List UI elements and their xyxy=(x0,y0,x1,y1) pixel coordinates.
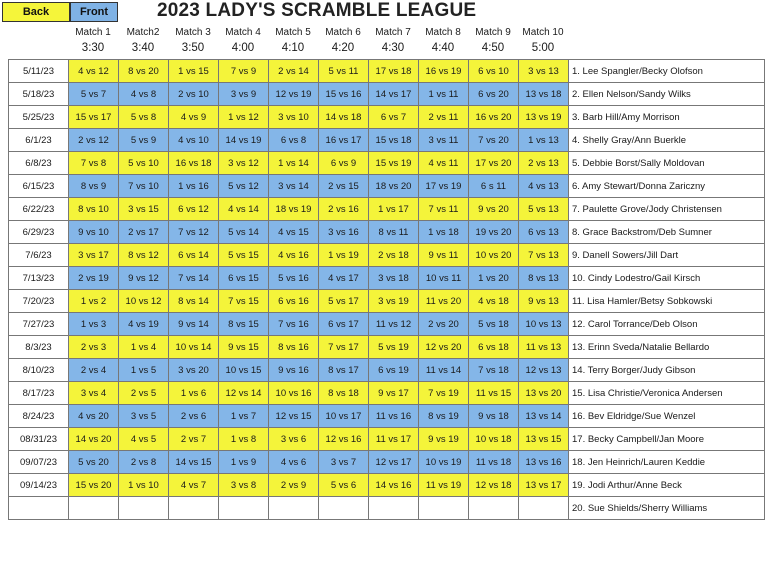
team-cell: 1. Lee Spangler/Becky Olofson xyxy=(569,60,765,83)
match-time: 5:00 xyxy=(531,42,555,54)
date-cell: 7/13/23 xyxy=(9,267,69,290)
match-cell: 17 vs 20 xyxy=(469,152,519,175)
team-cell: 2. Ellen Nelson/Sandy Wilks xyxy=(569,83,765,106)
match-cell: 14 vs 20 xyxy=(69,428,119,451)
match-cell: 11 vs 12 xyxy=(369,313,419,336)
match-cell: 4 vs 15 xyxy=(269,221,319,244)
match-label: Match 3 xyxy=(175,27,211,38)
match-cell: 1 vs 20 xyxy=(469,267,519,290)
match-cell: 2 vs 14 xyxy=(269,60,319,83)
match-cell: 16 vs 20 xyxy=(469,106,519,129)
match-cell: 19 vs 20 xyxy=(469,221,519,244)
match-cell xyxy=(269,497,319,520)
match-cell: 12 vs 14 xyxy=(219,382,269,405)
match-header-2 xyxy=(118,26,168,55)
date-cell xyxy=(9,497,69,520)
match-cell: 4 vs 13 xyxy=(519,175,569,198)
page-title: 2023 LADY'S SCRAMBLE LEAGUE xyxy=(157,0,477,21)
match-cell: 4 vs 6 xyxy=(269,451,319,474)
match-cell: 1 vs 8 xyxy=(219,428,269,451)
match-cell: 2 vs 18 xyxy=(369,244,419,267)
match-cell xyxy=(169,497,219,520)
match-cell: 13 vs 19 xyxy=(519,106,569,129)
team-cell: 17. Becky Campbell/Jan Moore xyxy=(569,428,765,451)
date-cell: 6/22/23 xyxy=(9,198,69,221)
match-cell: 9 vs 13 xyxy=(519,290,569,313)
match-cell: 13 vs 15 xyxy=(519,428,569,451)
match-cell: 2 vs 6 xyxy=(169,405,219,428)
schedule-row xyxy=(9,474,765,497)
match-cell: 10 vs 14 xyxy=(169,336,219,359)
schedule-row xyxy=(9,175,765,198)
match-cell xyxy=(219,497,269,520)
schedule-row xyxy=(9,313,765,336)
match-cell xyxy=(369,497,419,520)
match-cell: 6 vs 20 xyxy=(469,83,519,106)
match-cell: 14 vs 18 xyxy=(319,106,369,129)
team-cell: 18. Jen Heinrich/Lauren Keddie xyxy=(569,451,765,474)
match-cell: 11 vs 20 xyxy=(419,290,469,313)
date-cell: 08/31/23 xyxy=(9,428,69,451)
match-cell: 7 vs 11 xyxy=(419,198,469,221)
match-header-7 xyxy=(368,26,418,55)
schedule-row xyxy=(9,152,765,175)
match-cell: 6 vs 15 xyxy=(219,267,269,290)
match-cell xyxy=(419,497,469,520)
match-cell: 1 vs 10 xyxy=(119,474,169,497)
match-cell: 10 vs 15 xyxy=(219,359,269,382)
match-label: Match 10 xyxy=(522,27,564,38)
match-cell: 1 vs 12 xyxy=(219,106,269,129)
match-cell: 9 vs 19 xyxy=(419,428,469,451)
match-time: 4:30 xyxy=(381,42,405,54)
match-header-1 xyxy=(68,26,118,55)
match-cell xyxy=(319,497,369,520)
schedule-table xyxy=(8,59,765,520)
match-cell: 9 vs 20 xyxy=(469,198,519,221)
match-cell xyxy=(119,497,169,520)
team-cell: 7. Paulette Grove/Jody Christensen xyxy=(569,198,765,221)
match-cell: 7 vs 19 xyxy=(419,382,469,405)
match-cell: 1 vs 9 xyxy=(219,451,269,474)
schedule-row xyxy=(9,244,765,267)
match-label: Match 1 xyxy=(75,27,111,38)
team-cell: 19. Jodi Arthur/Anne Beck xyxy=(569,474,765,497)
match-cell: 4 vs 14 xyxy=(219,198,269,221)
match-label: Match 6 xyxy=(325,27,361,38)
match-cell: 6 vs 18 xyxy=(469,336,519,359)
date-cell: 8/24/23 xyxy=(9,405,69,428)
match-label: Match 9 xyxy=(475,27,511,38)
match-header-6 xyxy=(318,26,368,55)
team-cell: 13. Erinn Sveda/Natalie Bellardo xyxy=(569,336,765,359)
team-cell: 6. Amy Stewart/Donna Zariczny xyxy=(569,175,765,198)
match-cell: 18 vs 20 xyxy=(369,175,419,198)
schedule-row xyxy=(9,106,765,129)
schedule-row xyxy=(9,83,765,106)
date-cell: 6/1/23 xyxy=(9,129,69,152)
match-cell: 9 vs 12 xyxy=(119,267,169,290)
team-cell: 3. Barb Hill/Amy Morrison xyxy=(569,106,765,129)
match-cell: 2 vs 3 xyxy=(69,336,119,359)
match-cell: 1 vs 16 xyxy=(169,175,219,198)
date-cell: 6/15/23 xyxy=(9,175,69,198)
match-time: 4:20 xyxy=(331,42,355,54)
match-cell: 3 vs 8 xyxy=(219,474,269,497)
match-cell: 5 vs 8 xyxy=(119,106,169,129)
match-cell: 6 vs 17 xyxy=(319,313,369,336)
match-cell: 11 vs 17 xyxy=(369,428,419,451)
match-cell: 3 vs 4 xyxy=(69,382,119,405)
schedule-row xyxy=(9,267,765,290)
match-cell: 2 vs 17 xyxy=(119,221,169,244)
team-cell: 11. Lisa Hamler/Betsy Sobkowski xyxy=(569,290,765,313)
match-cell: 8 vs 19 xyxy=(419,405,469,428)
match-cell: 4 vs 12 xyxy=(69,60,119,83)
match-cell: 6 vs 10 xyxy=(469,60,519,83)
match-cell: 5 vs 15 xyxy=(219,244,269,267)
match-cell: 5 vs 14 xyxy=(219,221,269,244)
match-cell: 6 s 11 xyxy=(469,175,519,198)
match-cell: 8 vs 15 xyxy=(219,313,269,336)
match-cell: 12 vs 19 xyxy=(269,83,319,106)
match-cell: 9 vs 14 xyxy=(169,313,219,336)
match-cell: 1 vs 7 xyxy=(219,405,269,428)
date-cell: 6/8/23 xyxy=(9,152,69,175)
match-cell: 6 vs 16 xyxy=(269,290,319,313)
match-cell: 13 vs 18 xyxy=(519,83,569,106)
match-cell: 9 vs 17 xyxy=(369,382,419,405)
schedule-row xyxy=(9,359,765,382)
match-cell: 2 vs 4 xyxy=(69,359,119,382)
match-cell: 7 vs 20 xyxy=(469,129,519,152)
match-cell: 4 vs 20 xyxy=(69,405,119,428)
match-cell: 4 vs 7 xyxy=(169,474,219,497)
date-cell: 8/10/23 xyxy=(9,359,69,382)
match-cell: 7 vs 8 xyxy=(69,152,119,175)
match-cell: 10 vs 13 xyxy=(519,313,569,336)
schedule-row xyxy=(9,382,765,405)
match-cell: 2 vs 5 xyxy=(119,382,169,405)
match-time: 3:40 xyxy=(131,42,155,54)
match-cell: 4 vs 16 xyxy=(269,244,319,267)
match-cell: 11 vs 13 xyxy=(519,336,569,359)
match-cell: 16 vs 17 xyxy=(319,129,369,152)
match-cell: 5 vs 20 xyxy=(69,451,119,474)
match-cell: 5 vs 13 xyxy=(519,198,569,221)
match-cell: 3 vs 19 xyxy=(369,290,419,313)
date-cell: 5/11/23 xyxy=(9,60,69,83)
match-time: 4:50 xyxy=(481,42,505,54)
schedule-row xyxy=(9,221,765,244)
match-cell: 7 vs 12 xyxy=(169,221,219,244)
team-cell: 20. Sue Shields/Sherry Williams xyxy=(569,497,765,520)
match-cell: 4 vs 5 xyxy=(119,428,169,451)
match-cell: 3 vs 7 xyxy=(319,451,369,474)
match-cell: 5 vs 10 xyxy=(119,152,169,175)
match-cell: 15 vs 20 xyxy=(69,474,119,497)
match-cell: 6 vs 14 xyxy=(169,244,219,267)
match-cell: 1 vs 11 xyxy=(419,83,469,106)
match-cell: 8 vs 10 xyxy=(69,198,119,221)
match-cell: 10 vs 16 xyxy=(269,382,319,405)
team-cell: 5. Debbie Borst/Sally Moldovan xyxy=(569,152,765,175)
match-cell: 7 vs 15 xyxy=(219,290,269,313)
match-cell: 18 vs 19 xyxy=(269,198,319,221)
match-cell: 4 vs 10 xyxy=(169,129,219,152)
match-cell: 6 vs 19 xyxy=(369,359,419,382)
team-cell: 4. Shelly Gray/Ann Buerkle xyxy=(569,129,765,152)
date-cell: 5/25/23 xyxy=(9,106,69,129)
match-header-10 xyxy=(518,26,568,55)
match-time: 4:10 xyxy=(281,42,305,54)
date-cell: 09/14/23 xyxy=(9,474,69,497)
match-cell: 3 vs 6 xyxy=(269,428,319,451)
match-cell: 6 vs 9 xyxy=(319,152,369,175)
schedule-row xyxy=(9,336,765,359)
match-cell: 1 vs 6 xyxy=(169,382,219,405)
match-cell: 11 vs 14 xyxy=(419,359,469,382)
match-time: 4:00 xyxy=(231,42,255,54)
match-cell: 1 vs 18 xyxy=(419,221,469,244)
match-time: 3:30 xyxy=(81,42,105,54)
match-cell: 4 vs 8 xyxy=(119,83,169,106)
match-cell: 11 vs 18 xyxy=(469,451,519,474)
match-time: 3:50 xyxy=(181,42,205,54)
match-cell: 7 vs 16 xyxy=(269,313,319,336)
schedule-row xyxy=(9,60,765,83)
match-cell: 3 vs 17 xyxy=(69,244,119,267)
match-cell: 17 vs 18 xyxy=(369,60,419,83)
match-cell: 6 vs 13 xyxy=(519,221,569,244)
match-cell: 10 vs 17 xyxy=(319,405,369,428)
match-cell: 2 vs 12 xyxy=(69,129,119,152)
match-cell: 7 vs 17 xyxy=(319,336,369,359)
date-cell: 8/3/23 xyxy=(9,336,69,359)
match-label: Match 4 xyxy=(225,27,261,38)
match-cell: 7 vs 13 xyxy=(519,244,569,267)
match-cell: 1 vs 14 xyxy=(269,152,319,175)
date-cell: 6/29/23 xyxy=(9,221,69,244)
match-cell: 12 vs 18 xyxy=(469,474,519,497)
match-cell: 4 vs 17 xyxy=(319,267,369,290)
date-cell: 09/07/23 xyxy=(9,451,69,474)
match-cell: 7 vs 18 xyxy=(469,359,519,382)
date-cell: 7/6/23 xyxy=(9,244,69,267)
match-cell: 8 vs 20 xyxy=(119,60,169,83)
match-cell: 16 vs 18 xyxy=(169,152,219,175)
match-cell: 9 vs 10 xyxy=(69,221,119,244)
date-cell: 5/18/23 xyxy=(9,83,69,106)
match-cell: 16 vs 19 xyxy=(419,60,469,83)
match-cell: 8 vs 9 xyxy=(69,175,119,198)
match-cell: 5 vs 17 xyxy=(319,290,369,313)
match-cell: 1 vs 5 xyxy=(119,359,169,382)
schedule-row xyxy=(9,198,765,221)
match-cell: 5 vs 7 xyxy=(69,83,119,106)
schedule-row xyxy=(9,129,765,152)
team-cell: 15. Lisa Christie/Veronica Andersen xyxy=(569,382,765,405)
date-cell: 7/20/23 xyxy=(9,290,69,313)
match-cell: 4 vs 11 xyxy=(419,152,469,175)
schedule-row xyxy=(9,451,765,474)
match-cell: 8 vs 16 xyxy=(269,336,319,359)
match-cell: 1 vs 2 xyxy=(69,290,119,313)
match-cell: 3 vs 9 xyxy=(219,83,269,106)
match-cell: 10 vs 20 xyxy=(469,244,519,267)
match-cell: 5 vs 6 xyxy=(319,474,369,497)
match-cell: 10 vs 11 xyxy=(419,267,469,290)
match-cell: 14 vs 19 xyxy=(219,129,269,152)
team-cell: 8. Grace Backstrom/Deb Sumner xyxy=(569,221,765,244)
match-cell: 8 vs 12 xyxy=(119,244,169,267)
match-cell: 3 vs 15 xyxy=(119,198,169,221)
schedule-row xyxy=(9,428,765,451)
match-label: Match 5 xyxy=(275,27,311,38)
schedule-row xyxy=(9,497,765,520)
match-cell: 5 vs 12 xyxy=(219,175,269,198)
match-cell xyxy=(519,497,569,520)
team-cell: 10. Cindy Lodestro/Gail Kirsch xyxy=(569,267,765,290)
match-cell: 2 vs 9 xyxy=(269,474,319,497)
front-tab[interactable]: Front xyxy=(70,2,118,22)
match-cell: 3 vs 18 xyxy=(369,267,419,290)
match-cell: 12 vs 17 xyxy=(369,451,419,474)
match-label: Match2 xyxy=(126,27,160,38)
match-cell: 10 vs 18 xyxy=(469,428,519,451)
match-cell: 13 vs 14 xyxy=(519,405,569,428)
match-cell: 14 vs 17 xyxy=(369,83,419,106)
schedule-row xyxy=(9,405,765,428)
match-cell: 13 vs 17 xyxy=(519,474,569,497)
match-cell: 2 vs 13 xyxy=(519,152,569,175)
match-cell: 9 vs 15 xyxy=(219,336,269,359)
match-cell: 9 vs 16 xyxy=(269,359,319,382)
match-cell: 1 vs 17 xyxy=(369,198,419,221)
match-cell: 1 vs 19 xyxy=(319,244,369,267)
match-cell: 11 vs 19 xyxy=(419,474,469,497)
match-cell: 9 vs 18 xyxy=(469,405,519,428)
team-cell: 12. Carol Torrance/Deb Olson xyxy=(569,313,765,336)
match-header-9 xyxy=(468,26,518,55)
team-cell: 14. Terry Borger/Judy Gibson xyxy=(569,359,765,382)
match-cell: 7 vs 10 xyxy=(119,175,169,198)
match-cell: 10 vs 19 xyxy=(419,451,469,474)
schedule-row xyxy=(9,290,765,313)
match-header-3 xyxy=(168,26,218,55)
match-cell: 2 vs 7 xyxy=(169,428,219,451)
match-cell: 15 vs 19 xyxy=(369,152,419,175)
match-cell: 4 vs 9 xyxy=(169,106,219,129)
match-cell: 7 vs 14 xyxy=(169,267,219,290)
match-cell: 1 vs 4 xyxy=(119,336,169,359)
match-cell: 7 vs 9 xyxy=(219,60,269,83)
match-cell: 2 vs 8 xyxy=(119,451,169,474)
match-cell: 13 vs 16 xyxy=(519,451,569,474)
match-cell: 12 vs 20 xyxy=(419,336,469,359)
match-cell: 2 vs 16 xyxy=(319,198,369,221)
match-cell: 11 vs 15 xyxy=(469,382,519,405)
match-cell: 6 vs 12 xyxy=(169,198,219,221)
match-cell: 1 vs 13 xyxy=(519,129,569,152)
match-cell: 8 vs 14 xyxy=(169,290,219,313)
match-cell: 15 vs 18 xyxy=(369,129,419,152)
match-cell: 3 vs 14 xyxy=(269,175,319,198)
match-cell: 5 vs 19 xyxy=(369,336,419,359)
team-cell: 16. Bev Eldridge/Sue Wenzel xyxy=(569,405,765,428)
match-cell: 10 vs 12 xyxy=(119,290,169,313)
match-cell: 2 vs 15 xyxy=(319,175,369,198)
match-cell: 8 vs 13 xyxy=(519,267,569,290)
match-cell: 3 vs 13 xyxy=(519,60,569,83)
match-cell: 3 vs 20 xyxy=(169,359,219,382)
match-cell: 12 vs 13 xyxy=(519,359,569,382)
match-cell: 4 vs 19 xyxy=(119,313,169,336)
match-cell: 8 vs 11 xyxy=(369,221,419,244)
match-cell: 14 vs 16 xyxy=(369,474,419,497)
match-cell: 1 vs 3 xyxy=(69,313,119,336)
match-cell: 15 vs 17 xyxy=(69,106,119,129)
match-header-5 xyxy=(268,26,318,55)
match-header-8 xyxy=(418,26,468,55)
match-cell: 5 vs 9 xyxy=(119,129,169,152)
match-cell: 6 vs 8 xyxy=(269,129,319,152)
match-cell: 8 vs 17 xyxy=(319,359,369,382)
match-label: Match 8 xyxy=(425,27,461,38)
match-cell: 5 vs 16 xyxy=(269,267,319,290)
match-cell: 14 vs 15 xyxy=(169,451,219,474)
match-cell: 2 vs 11 xyxy=(419,106,469,129)
team-cell: 9. Danell Sowers/Jill Dart xyxy=(569,244,765,267)
match-cell: 2 vs 20 xyxy=(419,313,469,336)
match-cell: 11 vs 16 xyxy=(369,405,419,428)
match-cell xyxy=(69,497,119,520)
date-cell: 8/17/23 xyxy=(9,382,69,405)
match-cell xyxy=(469,497,519,520)
match-cell: 2 vs 19 xyxy=(69,267,119,290)
match-cell: 1 vs 15 xyxy=(169,60,219,83)
match-cell: 5 vs 11 xyxy=(319,60,369,83)
match-cell: 8 vs 18 xyxy=(319,382,369,405)
match-header-4 xyxy=(218,26,268,55)
match-cell: 2 vs 10 xyxy=(169,83,219,106)
match-cell: 4 vs 18 xyxy=(469,290,519,313)
match-cell: 3 vs 5 xyxy=(119,405,169,428)
match-label: Match 7 xyxy=(375,27,411,38)
match-cell: 13 vs 20 xyxy=(519,382,569,405)
match-cell: 17 vs 19 xyxy=(419,175,469,198)
match-cell: 3 vs 12 xyxy=(219,152,269,175)
back-tab[interactable]: Back xyxy=(2,2,70,22)
match-cell: 3 vs 11 xyxy=(419,129,469,152)
match-cell: 6 vs 7 xyxy=(369,106,419,129)
match-cell: 9 vs 11 xyxy=(419,244,469,267)
match-time: 4:40 xyxy=(431,42,455,54)
date-cell: 7/27/23 xyxy=(9,313,69,336)
match-cell: 5 vs 18 xyxy=(469,313,519,336)
match-cell: 12 vs 15 xyxy=(269,405,319,428)
match-cell: 3 vs 10 xyxy=(269,106,319,129)
match-cell: 12 vs 16 xyxy=(319,428,369,451)
match-cell: 3 vs 16 xyxy=(319,221,369,244)
match-cell: 15 vs 16 xyxy=(319,83,369,106)
